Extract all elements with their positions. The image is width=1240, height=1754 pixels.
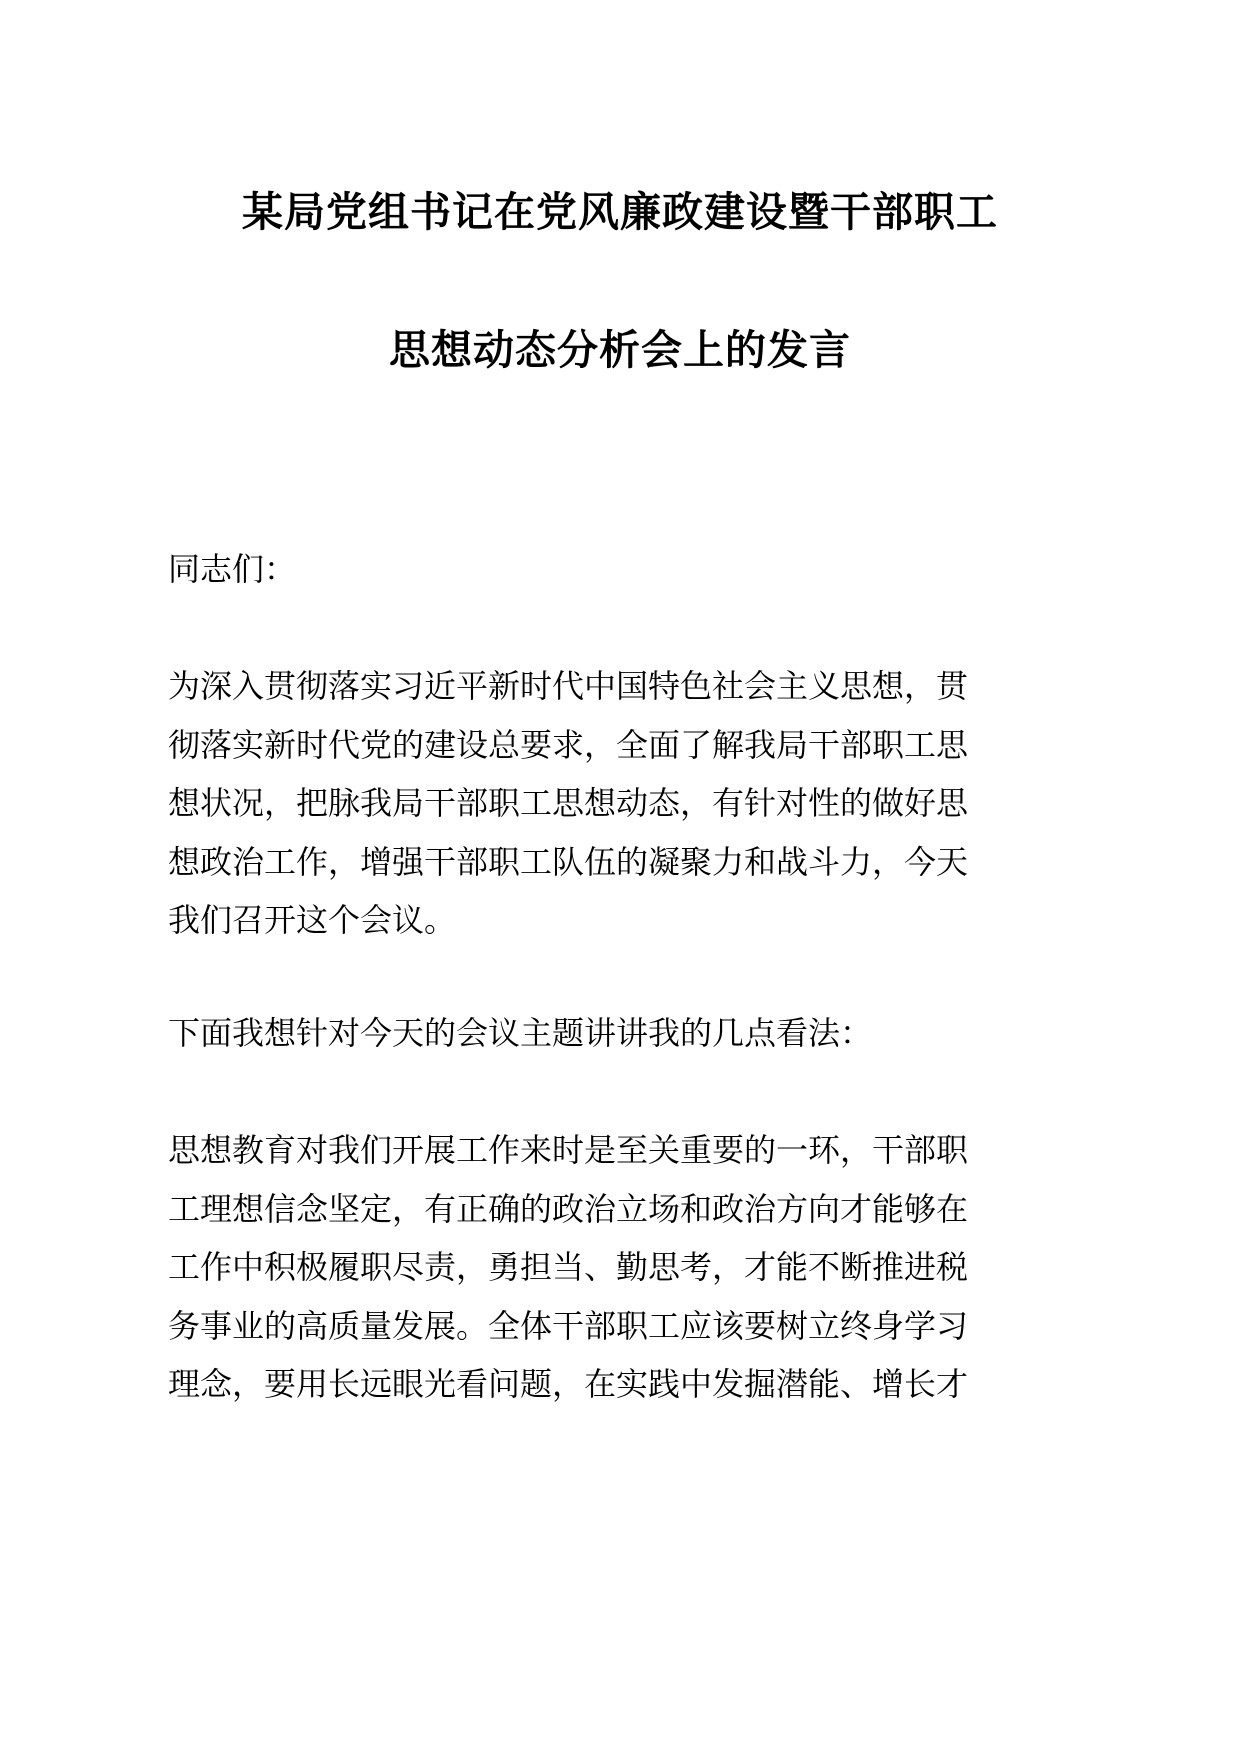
paragraph-line: 彻落实新时代党的建设总要求，全面了解我局干部职工思	[168, 725, 969, 764]
paragraph-line: 工理想信念坚定，有正确的政治立场和政治方向才能够在	[168, 1189, 969, 1228]
paragraph-line: 为深入贯彻落实习近平新时代中国特色社会主义思想，贯	[168, 667, 969, 705]
paragraph-line: 思想教育对我们开展工作来时是至关重要的一环，干部职	[168, 1131, 969, 1169]
greeting-text: 同志们：	[168, 550, 297, 588]
paragraph-3	[168, 1121, 969, 1414]
document-title-line-2: 思想动态分析会上的发言	[389, 326, 851, 374]
paragraph-line: 务事业的高质量发展。全体干部职工应该要树立终身学习	[168, 1306, 969, 1345]
paragraph-line: 理念，要用长远眼光看问题，在实践中发掘潜能、增长才	[168, 1365, 969, 1403]
paragraph-line: 想政治工作，增强干部职工队伍的凝聚力和战斗力，今天	[168, 842, 969, 881]
paragraph-1	[168, 657, 969, 950]
paragraph-line: 工作中积极履职尽责，勇担当、勤思考，才能不断推进税	[168, 1248, 969, 1286]
paragraph-line: 我们召开这个会议。	[168, 901, 457, 939]
paragraph-line: 下面我想针对今天的会议主题讲讲我的几点看法：	[168, 1014, 873, 1052]
paragraph-line: 想状况，把脉我局干部职工思想动态，有针对性的做好思	[168, 784, 969, 822]
greeting	[168, 540, 948, 599]
document-title-line-1: 某局党组书记在党风廉政建设暨干部职工	[242, 188, 998, 236]
paragraph-2	[168, 1004, 948, 1063]
